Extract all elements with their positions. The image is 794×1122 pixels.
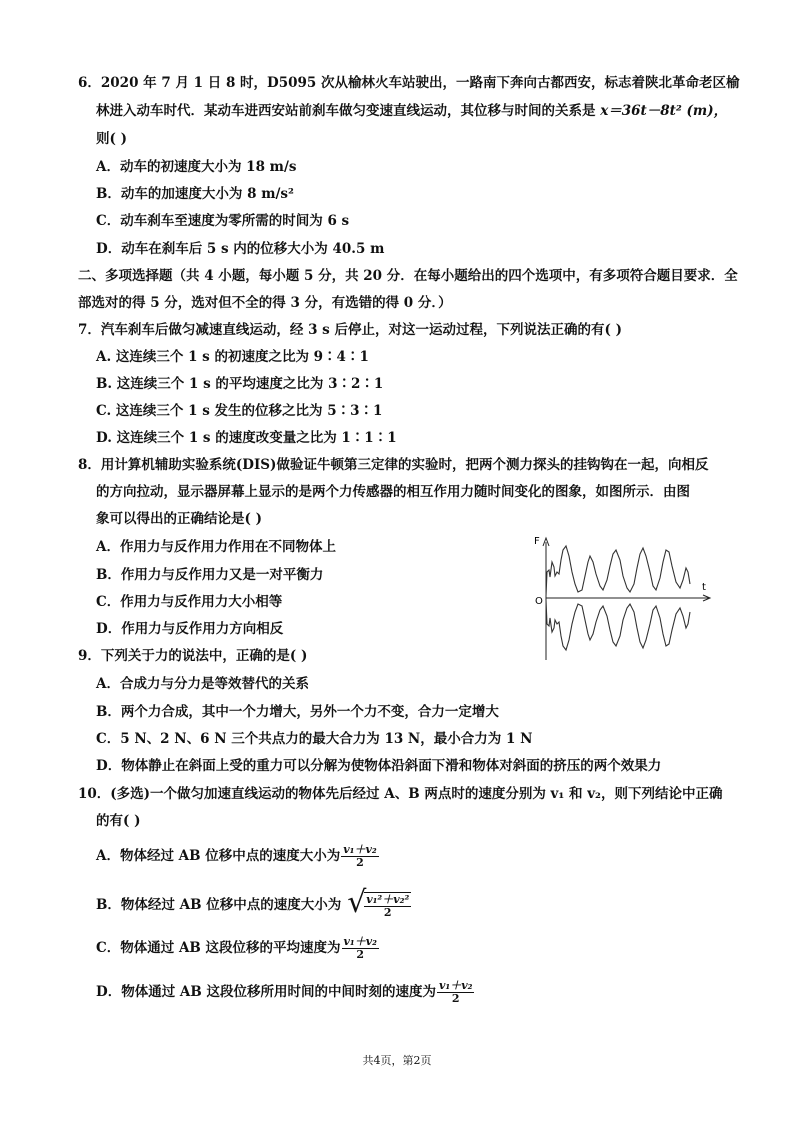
section2-heading-line2: 部选对的得 5 分，选对但不全的得 3 分，有选错的得 0 分．） xyxy=(78,295,452,311)
fraction-denominator: 2 xyxy=(383,906,392,919)
q6-formula: x＝36t－8t² (m)， xyxy=(600,103,728,119)
sqrt-radical-icon: √ xyxy=(347,885,367,920)
q6-option-d: D．动车在刹车后 5 s 内的位移大小为 40.5 m xyxy=(96,241,385,257)
force-time-graph xyxy=(530,532,715,662)
fraction-denominator: 2 xyxy=(356,856,364,869)
q7-option-c: C. 这连续三个 1 s 发生的位移之比为 5∶3∶1 xyxy=(96,403,383,419)
q9-option-a: A．合成力与分力是等效替代的关系 xyxy=(96,676,309,692)
q8-option-b: B．作用力与反作用力又是一对平衡力 xyxy=(96,567,324,583)
q10-option-b xyxy=(96,885,411,920)
q10-option-a-text: A．物体经过 AB 位移中点的速度大小为 xyxy=(96,848,341,864)
fraction-numerator: v₁＋v₂ xyxy=(439,979,473,992)
q10-option-a-fraction xyxy=(341,844,378,869)
q10-option-d-fraction xyxy=(437,980,474,1005)
q10-option-c-text: C．物体通过 AB 这段位移的平均速度为 xyxy=(96,940,341,956)
page-footer: 共4页，第2页 xyxy=(362,1054,432,1067)
q8-option-d: D．作用力与反作用力方向相反 xyxy=(96,621,284,637)
q10-option-a xyxy=(96,844,379,869)
q10-stem-line1: 10．(多选)一个做匀加速直线运动的物体先后经过 A、B 两点时的速度分别为 v₁ 和 v₂，则下列结论中正确 xyxy=(78,786,723,802)
q10-option-d xyxy=(96,980,474,1005)
fraction-numerator: v₁＋v₂ xyxy=(343,935,377,948)
q6-stem-line2 xyxy=(96,101,727,121)
fraction-numerator: v₁＋v₂ xyxy=(343,843,377,856)
section2-heading-line1: 二、多项选择题（共 4 小题，每小题 5 分，共 20 分．在每小题给出的四个选项中，有多项符合题目要求．全 xyxy=(78,268,738,284)
q9-option-b: B．两个力合成，其中一个力增大，另外一个力不变，合力一定增大 xyxy=(96,704,499,720)
q8-stem-line2: 的方向拉动，显示器屏幕上显示的是两个力传感器的相互作用力随时间变化的图象，如图所示．由图 xyxy=(96,484,690,500)
graph-y-label: F xyxy=(534,536,540,547)
graph-x-label: t xyxy=(702,582,706,593)
graph-upper-curve xyxy=(546,546,690,596)
q10-option-b-fraction xyxy=(364,892,411,919)
q7-option-a: A. 这连续三个 1 s 的初速度之比为 9∶4∶1 xyxy=(96,349,369,365)
fraction-numerator: v₁²＋v₂² xyxy=(366,893,410,906)
q7-option-b: B. 这连续三个 1 s 的平均速度之比为 3∶2∶1 xyxy=(96,376,384,392)
q6-stem-line1: 6．2020 年 7 月 1 日 8 时，D5095 次从榆林火车站驶出，一路南下奔向古都西安，标志着陕北革命老区榆 xyxy=(78,75,740,91)
q7-stem: 7．汽车刹车后做匀减速直线运动，经 3 s 后停止，对这一运动过程，下列说法正确的有( ) xyxy=(78,322,622,338)
q10-option-b-sqrt xyxy=(347,885,411,920)
fraction-denominator: 2 xyxy=(356,948,365,961)
q6-option-b: B．动车的加速度大小为 8 m/s² xyxy=(96,186,294,202)
q10-option-c xyxy=(96,936,379,961)
q9-stem: 9．下列关于力的说法中，正确的是( ) xyxy=(78,648,308,664)
q10-stem-line2: 的有( ) xyxy=(96,813,141,829)
q8-option-a: A．作用力与反作用力作用在不同物体上 xyxy=(96,539,336,555)
q7-option-d: D. 这连续三个 1 s 的速度改变量之比为 1∶1∶1 xyxy=(96,430,397,446)
q6-option-a: A．动车的初速度大小为 18 m/s xyxy=(96,159,297,175)
q6-stem-line2-text: 林进入动车时代．某动车进西安站前刹车做匀变速直线运动，其位移与时间的关系是 xyxy=(96,103,601,119)
q10-option-b-text: B．物体经过 AB 位移中点的速度大小为 xyxy=(96,897,342,913)
graph-origin-label: O xyxy=(535,596,543,607)
q10-option-d-text: D．物体通过 AB 这段位移所用时间的中间时刻的速度为 xyxy=(96,984,436,1000)
q9-option-c: C．5 N、2 N、6 N 三个共点力的最大合力为 13 N，最小合力为 1 N xyxy=(96,731,533,747)
q9-option-d: D．物体静止在斜面上受的重力可以分解为使物体沿斜面下滑和物体对斜面的挤压的两个效果力 xyxy=(96,758,662,774)
q8-stem-line3: 象可以得出的正确结论是( ) xyxy=(96,511,262,527)
q6-stem-line3: 则( ) xyxy=(96,131,127,147)
fraction-denominator: 2 xyxy=(451,992,460,1005)
q8-stem-line1: 8．用计算机辅助实验系统(DIS)做验证牛顿第三定律的实验时，把两个测力探头的挂钩钩在一起，向相反 xyxy=(78,457,709,473)
q8-option-c: C．作用力与反作用力大小相等 xyxy=(96,594,283,610)
graph-lower-curve xyxy=(546,600,690,650)
q10-option-c-fraction xyxy=(342,936,379,961)
q6-option-c: C．动车刹车至速度为零所需的时间为 6 s xyxy=(96,213,350,229)
